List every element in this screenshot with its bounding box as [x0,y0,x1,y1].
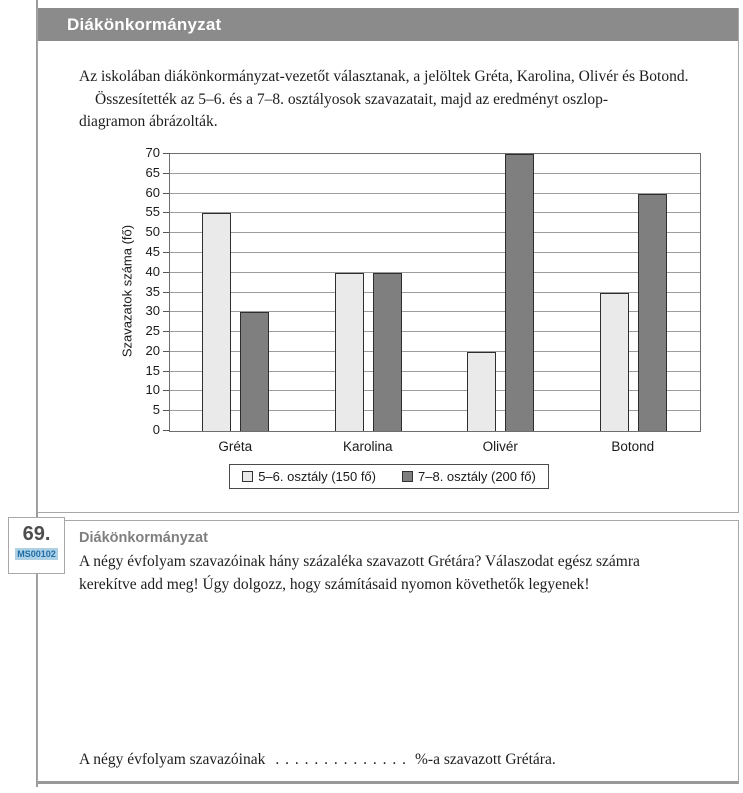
intro-line: Az iskolában diákönkormányzat-vezetőt választanak, a jelöltek Gréta, Karolina, Olivér és Botond. [79,68,689,85]
gridline-40 [170,272,700,273]
y-tick-mark-30 [163,311,169,312]
y-tick-label-10: 10 [145,382,160,398]
question-title: Diákönkormányzat [79,530,208,546]
section-title-bar: Diákönkormányzat [38,8,738,41]
y-tick-mark-5 [163,410,169,411]
y-tick-mark-40 [163,272,169,273]
answer-suffix: %-a szavazott Grétára. [415,751,556,768]
bar-olivér-series1 [467,352,496,431]
question-box [37,520,739,784]
y-tick-label-20: 20 [145,342,160,358]
y-tick-mark-35 [163,292,169,293]
legend-wrap [38,464,740,489]
question-text [79,550,709,596]
bar-gréta-series1 [202,213,231,431]
y-tick-label-45: 45 [145,243,160,259]
legend-label: 5–6. osztály (150 fő) [258,469,376,484]
x-category-label-olivér: Olivér [482,439,518,454]
y-tick-label-65: 65 [145,164,160,180]
y-tick-label-50: 50 [145,224,160,240]
x-category-label-karolina: Karolina [342,439,393,454]
intro-line: diagramon ábrázolták. [79,113,218,130]
bar-karolina-series1 [335,273,364,431]
y-tick-mark-55 [163,212,169,213]
bar-olivér-series2 [505,154,534,431]
y-tick-label-55: 55 [145,204,160,220]
legend-label: 7–8. osztály (200 fő) [418,469,536,484]
y-tick-label-60: 60 [145,184,160,200]
legend-swatch-light [242,471,253,482]
question-line: kerekítve add meg! Úgy dolgozz, hogy számításaid nyomon követhetők legyenek! [79,576,590,593]
y-tick-mark-70 [163,153,169,154]
y-tick-label-15: 15 [145,362,160,378]
bar-gréta-series2 [240,312,269,431]
y-tick-label-70: 70 [145,145,160,160]
answer-line [79,751,556,769]
exercise-intro-box [37,8,739,513]
gridline-50 [170,232,700,233]
y-tick-mark-0 [163,430,169,431]
y-tick-mark-65 [163,173,169,174]
y-tick-mark-10 [163,390,169,391]
x-category-label-botond: Botond [611,439,655,454]
y-tick-mark-50 [163,232,169,233]
y-tick-label-35: 35 [145,283,160,299]
exercise-code-badge: MS00102 [17,549,56,559]
y-tick-mark-25 [163,331,169,332]
intro-line: Összesítették az 5–6. és a 7–8. osztályosok szavazatait, majd az eredményt oszlop- [95,90,609,108]
answer-dots-blank: . . . . . . . . . . . . . . [275,751,407,768]
y-tick-label-0: 0 [152,422,160,437]
legend-entry-series2 [402,469,536,484]
y-tick-mark-15 [163,371,169,372]
y-tick-label-40: 40 [145,263,160,279]
y-axis-title: Szavazatok száma (fő) [119,224,135,358]
exercise-number-box [8,517,65,574]
chart-legend [229,464,549,489]
legend-swatch-dark [402,471,413,482]
y-tick-mark-20 [163,351,169,352]
gridline-55 [170,212,700,213]
y-tick-mark-45 [163,252,169,253]
answer-prefix: A négy évfolyam szavazóinak [79,751,266,768]
gridline-45 [170,252,700,253]
gridline-65 [170,173,700,174]
y-tick-label-25: 25 [145,323,160,339]
question-line: A négy évfolyam szavazóinak hány százaléka szavazott Grétára? Válaszodat egész számra [79,553,640,570]
y-tick-label-5: 5 [152,402,160,418]
bar-botond-series2 [638,194,667,431]
y-tick-mark-60 [163,193,169,194]
legend-entry-series1 [242,469,376,484]
bar-botond-series1 [600,293,629,432]
bar-chart [38,8,740,513]
exercise-number: 69. [22,523,51,545]
plot-area [169,153,701,432]
x-category-label-gréta: Gréta [218,439,253,454]
gridline-60 [170,193,700,194]
bar-karolina-series2 [373,273,402,431]
y-tick-label-30: 30 [145,303,160,319]
